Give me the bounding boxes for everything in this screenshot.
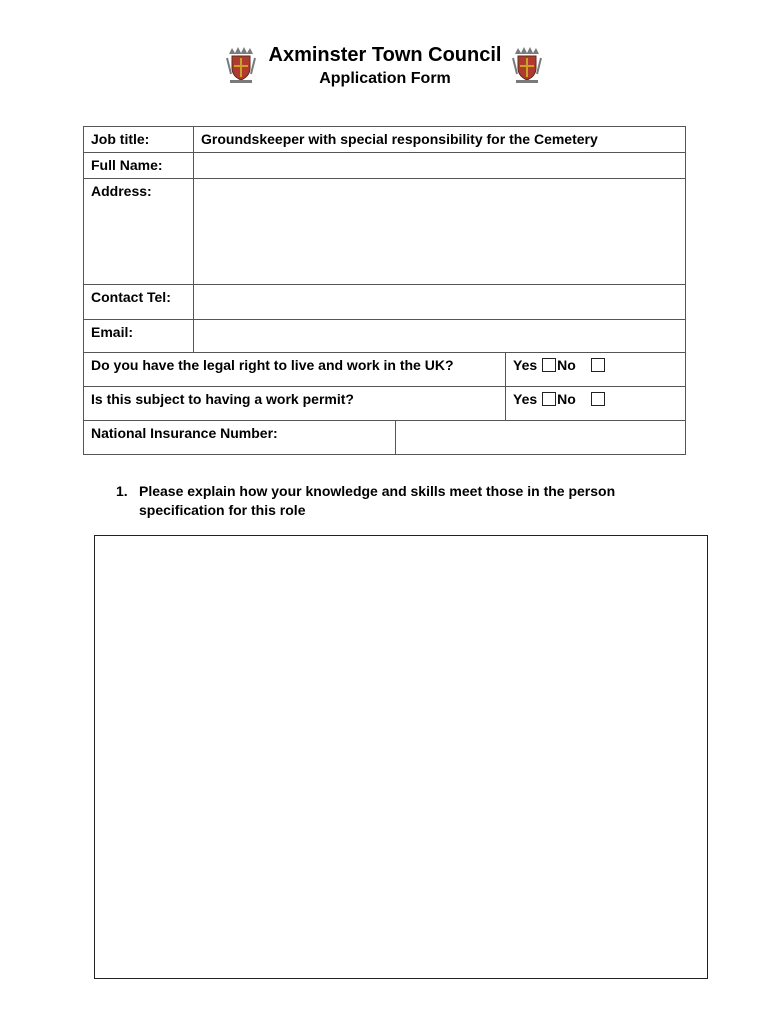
yes-label: Yes	[513, 357, 538, 373]
yes-label: Yes	[513, 391, 538, 407]
right-to-work-yes-checkbox[interactable]	[542, 358, 556, 372]
right-to-work-row	[84, 353, 686, 387]
address-row	[84, 179, 686, 285]
right-to-work-question: Do you have the legal right to live and work in the UK?	[84, 353, 506, 387]
question-1-answer-box[interactable]	[94, 535, 708, 979]
address-field[interactable]	[194, 179, 686, 285]
work-permit-question: Is this subject to having a work permit?	[84, 387, 506, 421]
application-form-table	[83, 126, 686, 455]
email-label: Email:	[84, 320, 194, 353]
page-title: Axminster Town Council	[268, 44, 502, 66]
form-header	[0, 40, 770, 100]
job-title-value: Groundskeeper with special responsibility for the Cemetery	[194, 127, 686, 153]
work-permit-no-checkbox[interactable]	[591, 392, 605, 406]
question-number: 1.	[116, 483, 128, 499]
work-permit-options	[506, 387, 686, 421]
right-to-work-no-checkbox[interactable]	[591, 358, 605, 372]
contact-tel-label: Contact Tel:	[84, 285, 194, 320]
question-text: Please explain how your knowledge and skills meet those in the person specification for this role	[139, 483, 616, 518]
full-name-row	[84, 153, 686, 179]
contact-tel-row	[84, 285, 686, 320]
full-name-label: Full Name:	[84, 153, 194, 179]
email-row	[84, 320, 686, 353]
address-label: Address:	[84, 179, 194, 285]
contact-tel-field[interactable]	[194, 285, 686, 320]
job-title-label: Job title:	[84, 127, 194, 153]
no-label: No	[557, 391, 576, 407]
job-title-row	[84, 127, 686, 153]
work-permit-row	[84, 387, 686, 421]
full-name-field[interactable]	[194, 153, 686, 179]
ni-number-label: National Insurance Number:	[84, 421, 396, 455]
right-to-work-options	[506, 353, 686, 387]
coat-of-arms-icon	[512, 44, 542, 84]
page-subtitle: Application Form	[319, 70, 451, 87]
ni-number-field[interactable]	[396, 421, 686, 455]
no-label: No	[557, 357, 576, 373]
work-permit-yes-checkbox[interactable]	[542, 392, 556, 406]
ni-number-row	[84, 421, 686, 455]
email-field[interactable]	[194, 320, 686, 353]
